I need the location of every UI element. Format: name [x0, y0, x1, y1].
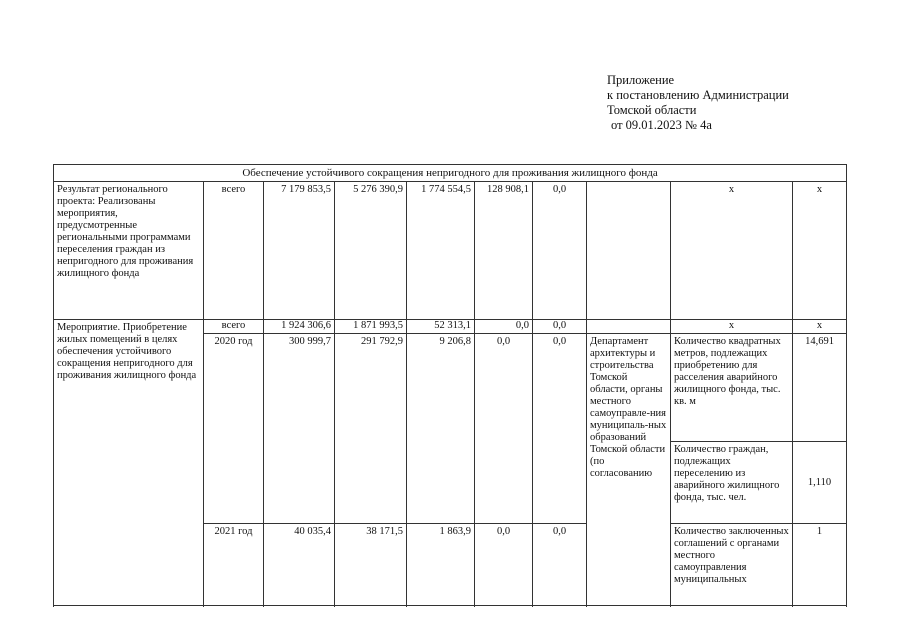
federal-2020: 291 792,9: [335, 334, 407, 524]
row-other: 0,0: [533, 182, 587, 320]
table-row-result: [54, 182, 847, 320]
measure-total-indicator: х: [671, 320, 793, 334]
measure-total-sum: 1 924 306,6: [264, 320, 335, 334]
measure-total-period: всего: [204, 320, 264, 334]
document-header: [607, 73, 789, 133]
program-table: [53, 164, 847, 606]
period-2021: 2021 год: [204, 524, 264, 606]
value-agreements: 1: [793, 524, 847, 606]
row-value: х: [793, 182, 847, 320]
row-period: всего: [204, 182, 264, 320]
indicator-citizens: Количество граждан, подлежащих переселению из аварийного жилищного фонда, тыс. чел.: [671, 442, 793, 524]
section-row: [54, 165, 847, 182]
row-federal: 5 276 390,9: [335, 182, 407, 320]
total-2021: 40 035,4: [264, 524, 335, 606]
regional-2021: 1 863,9: [407, 524, 475, 606]
header-line-1: Приложение: [607, 73, 675, 87]
row-name: Результат регионального проекта: Реализованы мероприятия, предусмотренные региональными программами переселения граждан из непригодного для проживания жилищного фонда: [54, 182, 204, 320]
executor-cell: Департамент архитектуры и строительства Томской области, органы местного самоуправле-ния муниципаль-ных образований Томской области (по согласованию: [587, 334, 671, 606]
header-line-2: к постановлению Администрации: [607, 88, 789, 102]
row-regional: 1 774 554,5: [407, 182, 475, 320]
section-title: Обеспечение устойчивого сокращения непригодного для проживания жилищного фонда: [54, 165, 847, 182]
total-2020: 300 999,7: [264, 334, 335, 524]
indicator-sq-meters: Количество квадратных метров, подлежащих приобретению для расселения аварийного жилищного фонда, тыс. кв. м: [671, 334, 793, 442]
row-local: 128 908,1: [475, 182, 533, 320]
measure-total-executor: [587, 320, 671, 334]
period-2020: 2020 год: [204, 334, 264, 524]
local-2021: 0,0: [475, 524, 533, 606]
local-2020: 0,0: [475, 334, 533, 524]
federal-2021: 38 171,5: [335, 524, 407, 606]
row-executor: [587, 182, 671, 320]
value-citizens: 1,110: [793, 442, 847, 524]
other-2021: 0,0: [533, 524, 587, 606]
header-line-4: от 09.01.2023 № 4а: [611, 118, 712, 132]
measure-total-local: 0,0: [475, 320, 533, 334]
measure-total-other: 0,0: [533, 320, 587, 334]
measure-total-federal: 1 871 993,5: [335, 320, 407, 334]
measure-total-value: х: [793, 320, 847, 334]
row-total: 7 179 853,5: [264, 182, 335, 320]
measure-name: Мероприятие. Приобретение жилых помещений в целях обеспечения устойчивого сокращения непригодного для проживания жилищного фонда: [54, 320, 204, 606]
row-indicator: х: [671, 182, 793, 320]
value-sq-meters: 14,691: [793, 334, 847, 442]
regional-2020: 9 206,8: [407, 334, 475, 524]
table-row-measure-total: [54, 320, 847, 334]
measure-total-regional: 52 313,1: [407, 320, 475, 334]
header-line-3: Томской области: [607, 103, 697, 117]
indicator-agreements: Количество заключенных соглашений с органами местного самоуправления муниципальных: [671, 524, 793, 606]
other-2020: 0,0: [533, 334, 587, 524]
